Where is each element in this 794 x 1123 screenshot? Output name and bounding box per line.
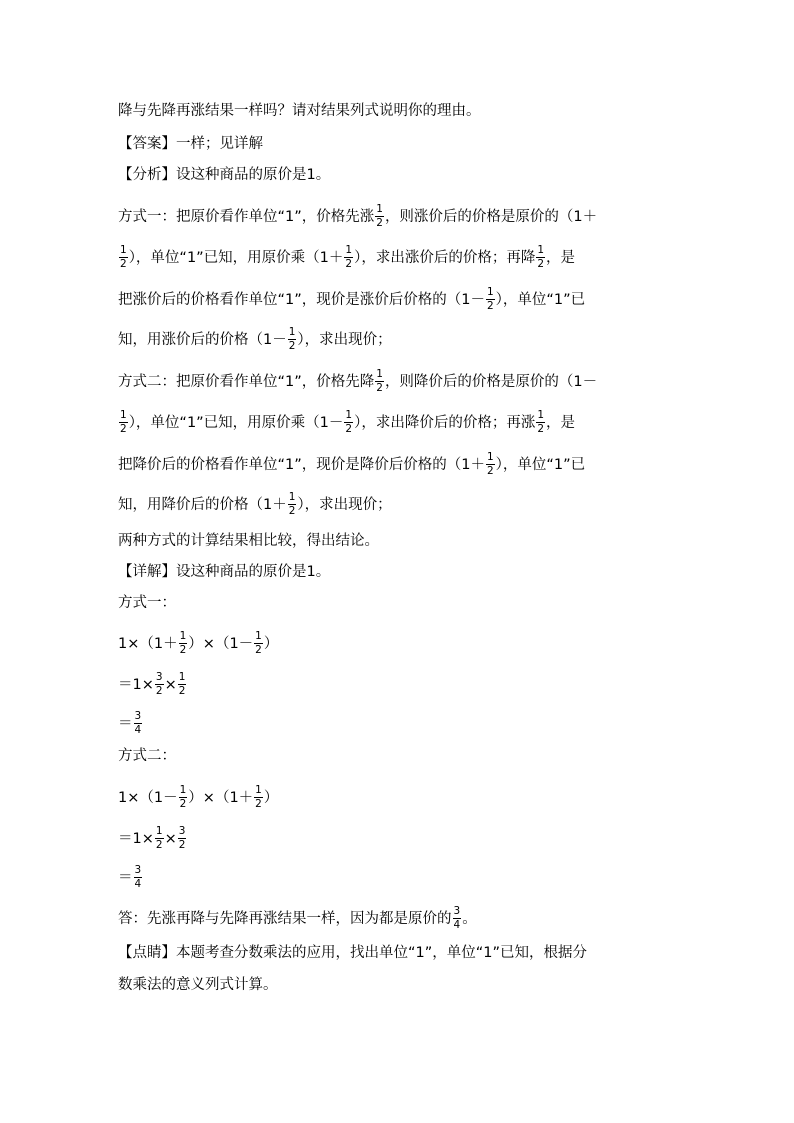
fraction-one-half: $\frac{1}{2}$	[155, 825, 163, 851]
answer-text: 【答案】一样；见详解	[118, 136, 263, 152]
fraction-three-halves: $\frac{3}{2}$	[155, 671, 163, 697]
text-segment: ），求出现价；	[297, 332, 392, 348]
detail-line	[118, 565, 330, 580]
tip-line-1: 【点睛】本题考查分数乘法的应用，找出单位“1”，单位“1”已知，根据分	[118, 945, 587, 961]
tip-line-2: 数乘法的意义列式计算。	[118, 977, 278, 993]
fraction-one-half: $\frac{1}{2}$	[120, 409, 127, 435]
answer-line	[118, 137, 263, 152]
way2-equation-1: 1×（1－ $\frac{1}{2}$ ）×（1＋ $\frac{1}{2}$ ）	[118, 784, 279, 810]
text-segment: ），单位“1”已	[495, 457, 586, 473]
fraction-one-half: $\frac{1}{2}$	[288, 491, 296, 517]
text-segment: 知，用降价后的价格（1＋	[118, 497, 287, 513]
fraction-one-half: $\frac{1}{2}$	[376, 203, 383, 229]
fraction-one-half: $\frac{1}{2}$	[345, 409, 353, 435]
text-segment: ），单位“1”已知，用原价乘（1＋	[128, 250, 344, 266]
fraction-three-quarters: $\frac{3}{4}$	[134, 864, 142, 890]
way2-equation-3: ＝ $\frac{3}{4}$	[118, 864, 142, 890]
fraction-three-quarters: $\frac{3}{4}$	[134, 710, 142, 736]
detail-text: 【详解】设这种商品的原价是1。	[118, 564, 331, 580]
fraction-three-quarters: $\frac{3}{4}$	[453, 905, 461, 931]
fraction-one-half: $\frac{1}{2}$	[345, 244, 353, 270]
way1-equation-1: 1×（1＋ $\frac{1}{2}$ ）×（1－ $\frac{1}{2}$ ）	[118, 630, 279, 656]
conclusion-line: 答：先涨再降与先降再涨结果一样，因为都是原价的 $\frac{3}{4}$ 。	[118, 905, 477, 931]
method1-line1	[118, 205, 597, 229]
analysis-line	[118, 168, 330, 183]
fraction-one-half: $\frac{1}{2}$	[537, 409, 545, 435]
fraction-one-half: $\frac{1}{2}$	[376, 368, 383, 394]
text-segment: ，则涨价后的价格是原价的（1＋	[384, 209, 598, 225]
fraction-one-half: $\frac{1}{2}$	[486, 286, 494, 312]
fraction-one-half: $\frac{1}{2}$	[179, 784, 187, 810]
fraction-one-half: $\frac{1}{2}$	[255, 630, 262, 656]
compare-text: 两种方式的计算结果相比较，得出结论。	[118, 533, 379, 549]
fraction-one-half: $\frac{1}{2}$	[288, 326, 296, 352]
text-segment: 知，用涨价后的价格（1－	[118, 332, 287, 348]
method2-line2	[118, 411, 575, 435]
text-segment: 方式二：把原价看作单位“1”，价格先降	[118, 374, 375, 390]
text-segment: 把降价后的价格看作单位“1”，现价是降价后价格的（1＋	[118, 457, 485, 473]
text-segment: 方式一：把原价看作单位“1”，价格先涨	[118, 209, 375, 225]
method1-line2	[118, 246, 575, 270]
text-segment: ），求出涨价后的价格；再降	[354, 250, 536, 266]
method2-line4	[118, 493, 392, 517]
way1-equation-3: ＝ $\frac{3}{4}$	[118, 710, 142, 736]
fraction-three-halves: $\frac{3}{2}$	[178, 825, 186, 851]
text-segment: ），单位“1”已	[495, 292, 586, 308]
text-segment: ），单位“1”已知，用原价乘（1－	[128, 415, 344, 431]
way2-equation-2: ＝1× $\frac{1}{2}$ × $\frac{3}{2}$	[118, 825, 186, 851]
fraction-one-half: $\frac{1}{2}$	[537, 244, 545, 270]
question-text: 降与先降再涨结果一样吗？请对结果列式说明你的理由。	[118, 103, 481, 119]
compare-line	[118, 534, 379, 549]
text-segment: ，是	[546, 415, 576, 431]
text-segment: 把涨价后的价格看作单位“1”，现价是涨价后价格的（1－	[118, 292, 485, 308]
question-tail	[118, 104, 481, 119]
text-segment: ，是	[546, 250, 576, 266]
way1-equation-2: ＝1× $\frac{3}{2}$ × $\frac{1}{2}$	[118, 671, 186, 697]
fraction-one-half: $\frac{1}{2}$	[120, 244, 127, 270]
text-segment: ，则降价后的价格是原价的（1－	[384, 374, 598, 390]
analysis-text: 【分析】设这种商品的原价是1。	[118, 167, 331, 183]
text-segment: ），求出降价后的价格；再涨	[354, 415, 536, 431]
fraction-one-half: $\frac{1}{2}$	[179, 630, 187, 656]
text-segment: ），求出现价；	[297, 497, 392, 513]
method2-line3	[118, 453, 585, 477]
method2-line1	[118, 370, 597, 394]
way2-label: 方式二：	[118, 748, 176, 764]
method1-line3	[118, 288, 585, 312]
fraction-one-half: $\frac{1}{2}$	[178, 671, 186, 697]
fraction-one-half: $\frac{1}{2}$	[255, 784, 262, 810]
method1-line4	[118, 328, 392, 352]
way1-label: 方式一：	[118, 595, 176, 611]
fraction-one-half: $\frac{1}{2}$	[486, 451, 494, 477]
